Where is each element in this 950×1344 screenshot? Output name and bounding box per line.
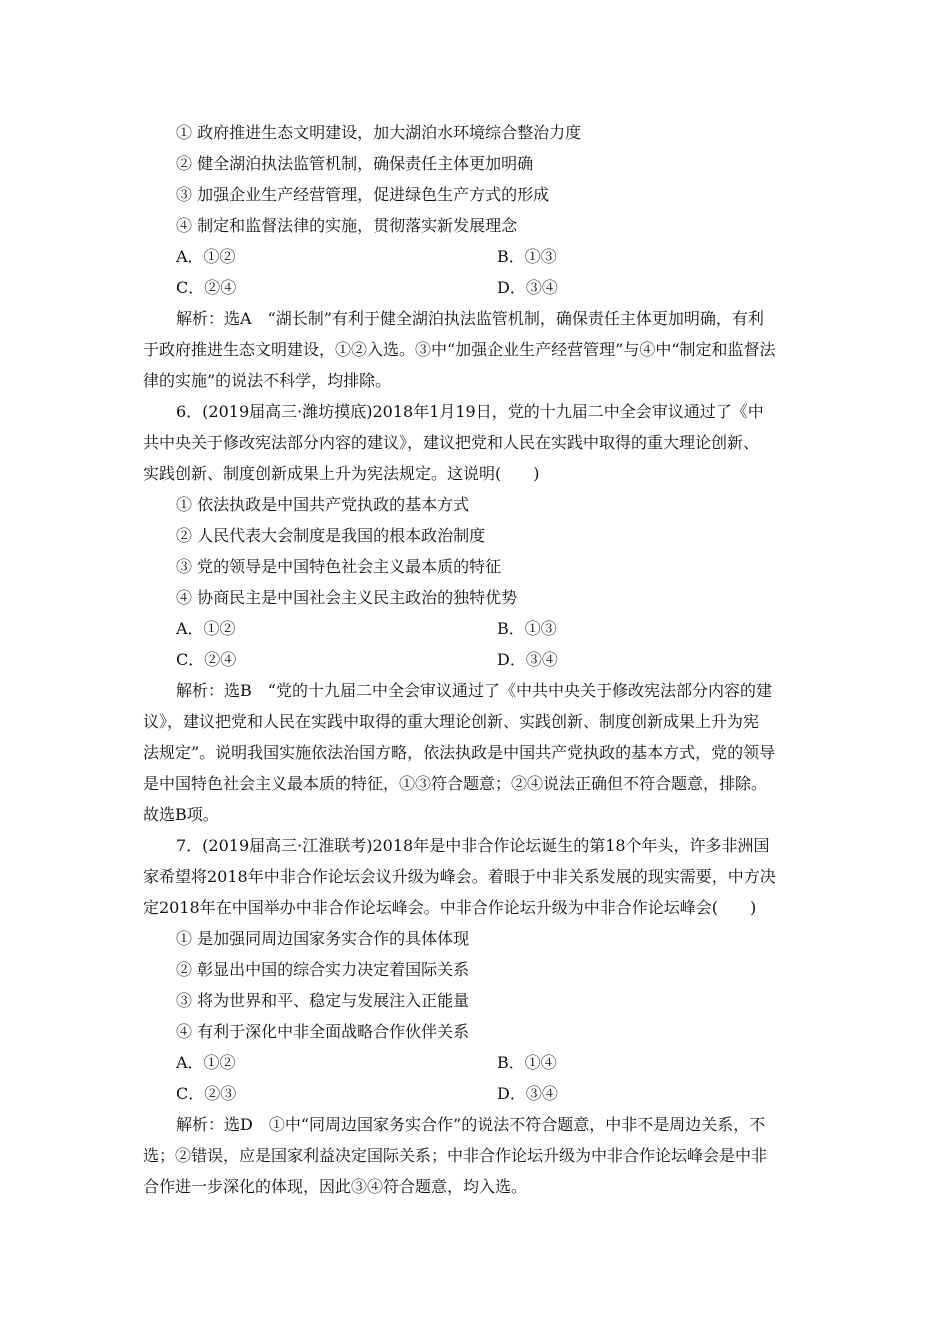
q5-analysis-line: 于政府推进生态文明建设，①②入选。③中“加强企业生产经营管理”与④中“制定和监督法 xyxy=(143,340,776,359)
q6-option-3: ③ 党的领导是中国特色社会主义最本质的特征 xyxy=(176,557,502,576)
q5-option-3: ③ 加强企业生产经营管理，促进绿色生产方式的形成 xyxy=(176,185,550,204)
q5-choice-a: A．①② xyxy=(176,247,236,266)
q5-analysis-line: 律的实施”的说法不科学，均排除。 xyxy=(143,371,392,390)
q7-choice-d: D．③④ xyxy=(497,1084,558,1103)
q6-analysis-line: 议》，建议把党和人民在实践中取得的重大理论创新、实践创新、制度创新成果上升为宪 xyxy=(143,712,760,731)
q5-option-2: ② 健全湖泊执法监管机制，确保责任主体更加明确 xyxy=(176,154,534,173)
q7-analysis-line: 选；②错误，应是国家利益决定国际关系；中非合作论坛升级为中非合作论坛峰会是中非 xyxy=(143,1146,768,1165)
q6-choice-b: B．①③ xyxy=(497,619,557,638)
q6-choice-c: C．②④ xyxy=(176,650,237,669)
q7-option-1: ① 是加强同周边国家务实合作的具体体现 xyxy=(176,929,470,948)
q7-stem-line: 家希望将2018年中非合作论坛会议升级为峰会。着眼于中非关系发展的现实需要，中方决 xyxy=(143,867,776,886)
q7-analysis-line: 合作进一步深化的体现，因此③④符合题意，均入选。 xyxy=(143,1177,528,1196)
q6-stem-line: 6．(2019届高三·潍坊摸底)2018年1月19日，党的十九届二中全会审议通过了《中 xyxy=(176,402,764,421)
q5-choice-b: B．①③ xyxy=(497,247,557,266)
q5-option-1: ① 政府推进生态文明建设，加大湖泊水环境综合整治力度 xyxy=(176,123,582,142)
q6-analysis-line: 法规定”。说明我国实施依法治国方略，依法执政是中国共产党执政的基本方式，党的领导 xyxy=(143,743,776,762)
q6-stem-line: 实践创新、制度创新成果上升为宪法规定。这说明( ) xyxy=(143,464,540,483)
q6-choice-d: D．③④ xyxy=(497,650,558,669)
q5-choice-d: D．③④ xyxy=(497,278,558,297)
q6-analysis-line: 故选B项。 xyxy=(143,805,219,824)
q7-option-4: ④ 有利于深化中非全面战略合作伙伴关系 xyxy=(176,1022,470,1041)
q5-option-4: ④ 制定和监督法律的实施，贯彻落实新发展理念 xyxy=(176,216,518,235)
q5-choice-c: C．②④ xyxy=(176,278,237,297)
q7-analysis-line: 解析：选D ①中“同周边国家务实合作”的说法不符合题意，中非不是周边关系，不 xyxy=(176,1115,766,1134)
q7-option-2: ② 彰显出中国的综合实力决定着国际关系 xyxy=(176,960,470,979)
q7-choice-b: B．①④ xyxy=(497,1053,557,1072)
q6-stem-line: 共中央关于修改宪法部分内容的建议》，建议把党和人民在实践中取得的重大理论创新、 xyxy=(143,433,760,452)
q6-choice-a: A．①② xyxy=(176,619,236,638)
q7-stem-line: 定2018年在中国举办中非合作论坛峰会。中非合作论坛升级为中非合作论坛峰会( ) xyxy=(143,898,757,917)
q7-stem-line: 7．(2019届高三·江淮联考)2018年是中非合作论坛诞生的第18个年头，许多非洲国 xyxy=(176,836,770,855)
q7-choice-a: A．①② xyxy=(176,1053,236,1072)
q6-option-4: ④ 协商民主是中国社会主义民主政治的独特优势 xyxy=(176,588,518,607)
q6-analysis-line: 是中国特色社会主义最本质的特征，①③符合题意；②④说法正确但不符合题意，排除。 xyxy=(143,774,768,793)
q7-option-3: ③ 将为世界和平、稳定与发展注入正能量 xyxy=(176,991,470,1010)
q5-analysis-line: 解析：选A “湖长制”有利于健全湖泊执法监管机制，确保责任主体更加明确，有利 xyxy=(176,309,764,328)
q6-option-1: ① 依法执政是中国共产党执政的基本方式 xyxy=(176,495,470,514)
q6-analysis-line: 解析：选B “党的十九届二中全会审议通过了《中共中央关于修改宪法部分内容的建 xyxy=(176,681,772,700)
q6-option-2: ② 人民代表大会制度是我国的根本政治制度 xyxy=(176,526,486,545)
q7-choice-c: C．②③ xyxy=(176,1084,237,1103)
